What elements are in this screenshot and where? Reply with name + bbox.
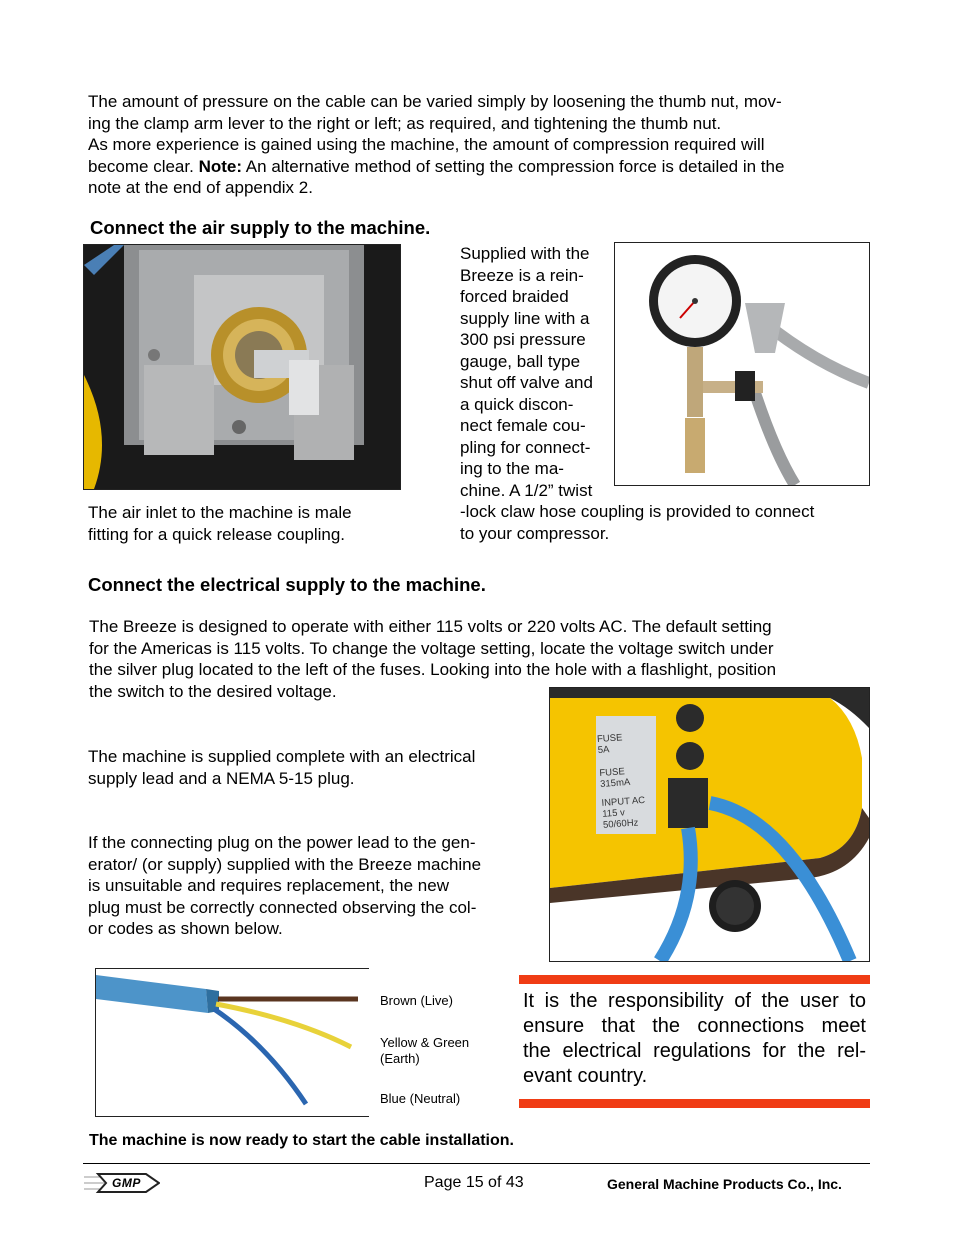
wire-label-blue: Blue (Neutral): [380, 1091, 461, 1106]
voltage-paragraph: The Breeze is designed to operate with either 115 volts or 220 volts AC. The default setting for the Americas is 115 volts. To change the voltage setting, locate the voltage switch under the silver plug located to the left of the fuses. Looking into the hole with a flashlight, position the switch to the desired voltage.: [89, 617, 777, 701]
footer-rule: [83, 1163, 870, 1164]
intro-paragraph: [88, 91, 878, 199]
intro-line: The amount of pressure on the cable can be varied simply by loosening the thumb nut, mov-: [88, 92, 782, 111]
intro-line: As more experience is gained using the machine, the amount of compression required will: [88, 135, 765, 154]
wire-label-brown: Brown (Live): [380, 993, 453, 1008]
intro-line: ing the clamp arm lever to the right or left; as required, and tightening the thumb nut.: [88, 113, 722, 133]
intro-line: note at the end of appendix 2.: [88, 178, 313, 197]
gmp-logo: GMP: [84, 1172, 160, 1194]
fuse-panel-photo: [549, 687, 870, 962]
plug-replacement-paragraph: If the connecting plug on the power lead to the gen- erator/ (or supply) supplied with the Breeze machine is unsuitable and requires replacement, the new plug must be correctly connected observing the col- or codes as shown below.: [88, 833, 482, 938]
wire-color-figure: [95, 968, 369, 1117]
ready-statement: The machine is now ready to start the cable installation.: [89, 1132, 514, 1149]
intro-line: become clear. Note: An alternative method of setting the compression force is detailed in the: [88, 156, 785, 176]
company-name: General Machine Products Co., Inc.: [607, 1176, 842, 1192]
fuse-label-plate: FUSE 5A FUSE 315mA INPUT AC 115 v 50/60Hz: [596, 732, 646, 831]
air-inlet-photo: [83, 244, 401, 490]
warning-bottom-bar: [519, 1099, 870, 1108]
air-supply-heading: Connect the air supply to the machine.: [90, 217, 431, 238]
responsibility-warning: It is the responsibility of the user to ensure that the connections meet the electrical regulations for the rel- evant country.: [523, 990, 866, 1087]
air-inlet-caption: The air inlet to the machine is male fitting for a quick release coupling.: [88, 503, 352, 544]
wire-label-yellow-green: Yellow & Green (Earth): [380, 1035, 470, 1066]
warning-top-bar: [519, 975, 870, 984]
note-label: Note:: [198, 156, 243, 176]
supply-line-description: Supplied with the Breeze is a rein- forced braided supply line with a 300 psi pressure gauge, ball type shut off valve and a quick discon- nect female cou- pling for connect- ing to the ma- chine. A 1/2” twist -lock claw hose coupling is provided to connect to your compressor.: [460, 244, 815, 543]
pressure-gauge-photo: [614, 242, 870, 486]
page-number: Page 15 of 43: [424, 1174, 524, 1191]
electrical-supply-heading: Connect the electrical supply to the machine.: [88, 574, 486, 595]
supply-lead-paragraph: The machine is supplied complete with an electrical supply lead and a NEMA 5-15 plug.: [88, 747, 476, 788]
